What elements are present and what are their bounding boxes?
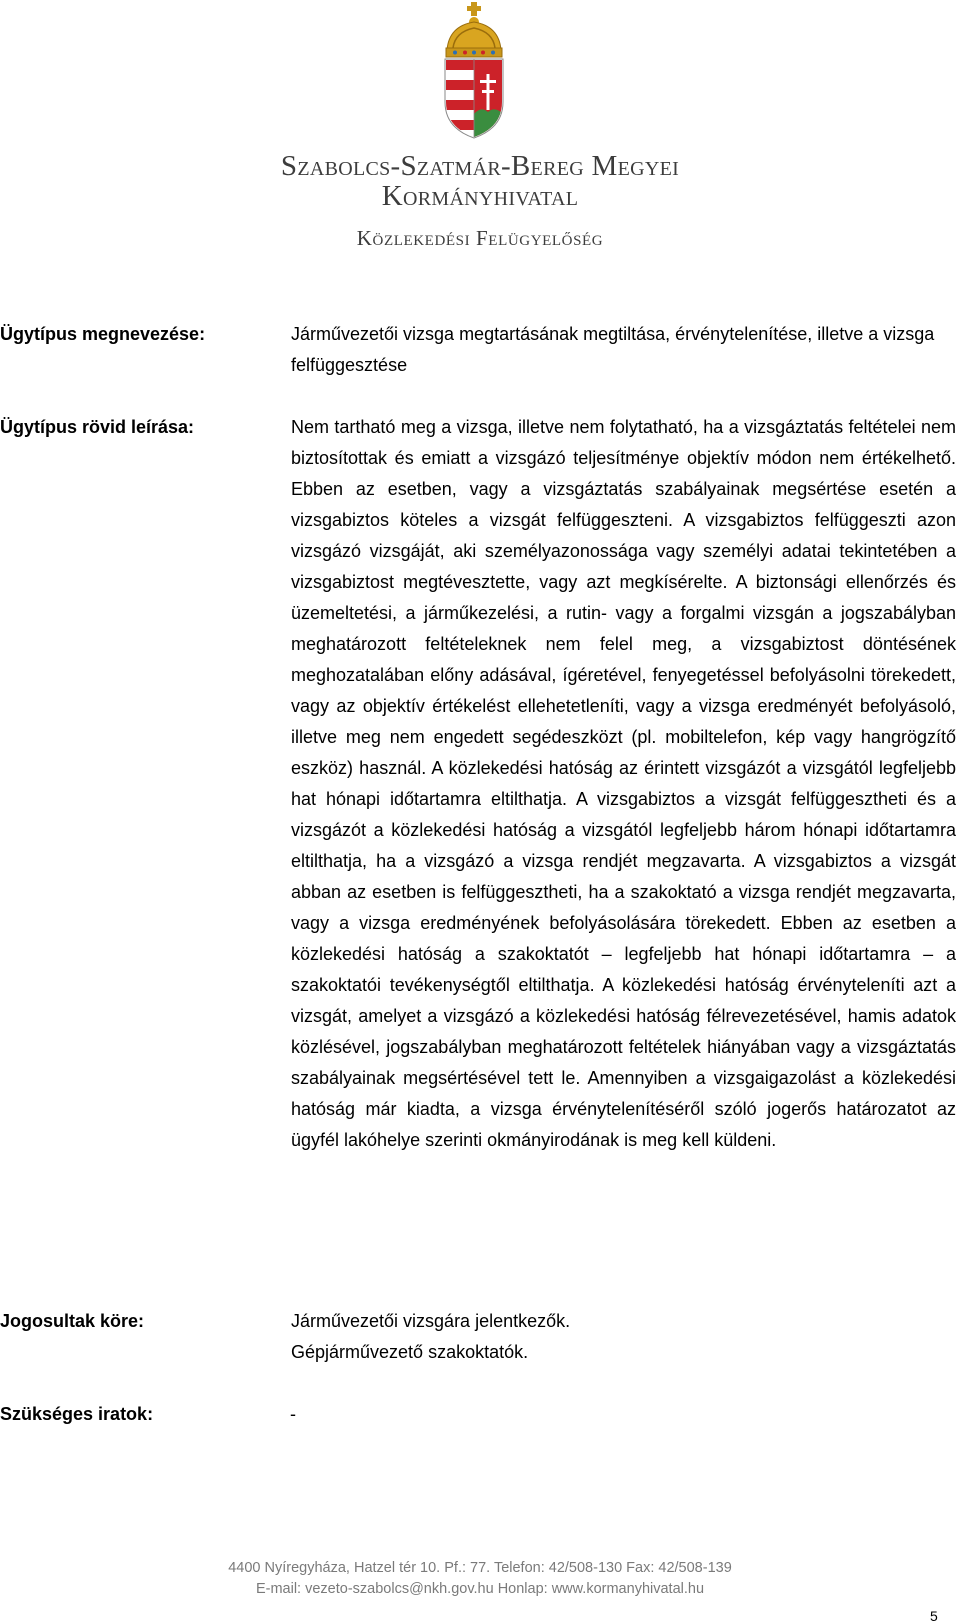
eligible-persons-line1: Járművezetői vizsgára jelentkezők. bbox=[291, 1311, 571, 1331]
type-name-label: Ügytípus megnevezése: bbox=[0, 324, 206, 344]
short-description-label: Ügytípus rövid leírása: bbox=[0, 417, 195, 437]
eligible-persons-label: Jogosultak köre: bbox=[0, 1311, 145, 1331]
type-name-value: Járművezetői vizsga megtartásának megtiltása, érvénytelenítése, illetve a vizsga felfüggesztése bbox=[291, 324, 935, 375]
shield-icon bbox=[443, 59, 504, 140]
required-documents-value: - bbox=[290, 1404, 296, 1424]
page-number: 5 bbox=[930, 1608, 938, 1624]
footer-contact: E-mail: vezeto-szabolcs@nkh.gov.hu Honlap: www.kormanyhivatal.hu bbox=[255, 1581, 705, 1597]
org-unit-name: Közlekedési Felügyelőség bbox=[356, 226, 604, 250]
org-name-line1: Szabolcs-Szatmár-Bereg Megyei bbox=[280, 150, 680, 182]
holy-crown-icon bbox=[446, 2, 502, 57]
required-documents-label: Szükséges iratok: bbox=[0, 1404, 154, 1424]
org-name-line2: Kormányhivatal bbox=[381, 180, 579, 212]
footer-address: 4400 Nyíregyháza, Hatzel tér 10. Pf.: 77. Telefon: 42/508-130 Fax: 42/508-139 bbox=[228, 1560, 732, 1576]
short-description-value: Nem tartható meg a vizsga, illetve nem folytatható, ha a vizsgáztatás feltételei nem biztosítottak és emiatt a vizsgázó teljesítménye objektív módon nem értékelhető. Ebben az esetben, vagy a vizsgáztatás szabályainak megsértése esetén a vizsgabiztos köteles a vizsgát felfüggeszteni. A vizsgabiztos felfüggeszti azon vizsgázó vizsgáját, aki személyazonossága vagy személyi adatai tekintetében a vizsgabiztost megtévesztette, vagy azt megkísérelte. A biztonsági ellenőrzés és üzemeltetési, a járműkezelési, a rutin- vagy a forgalmi vizsgán a jogszabályban meghatározott feltételeknek nem felel meg, a vizsgabiztost döntésének meghozatalában előny adásával, ígéretével, fenyegetéssel befolyásolni törekedett, vagy az objektív értékelést ellehetetleníti, vagy a vizsga eredményét befolyásoló, illetve meg nem engedett segédeszközt (pl. mobiltelefon, kép vagy hangrögzítő eszköz) használ. A közlekedési hatóság az érintett vizsgázót a vizsgától legfeljebb hat hónapi időtartamra eltilthatja. A vizsgabiztos a vizsgát felfüggesztheti és a vizsgázót a közlekedési hatóság a vizsgától legfeljebb három hónapi időtartamra eltilthatja, ha a vizsgázó a vizsga rendjét megzavarta. A vizsgabiztos a vizsgát abban az esetben is felfüggesztheti, ha a szakoktató a vizsga rendjét megzavarta, vagy a vizsga eredményének befolyásolására törekedett. Ebben az esetben a közlekedési hatóság a szakoktatót – legfeljebb hat hónapi időtartamra – a szakoktatói tevékenységtől eltilthatja. A közlekedési hatóság érvényteleníti azt a vizsgát, amelyet a vizsgázó a közlekedési hatóság félrevezetésével, hamis adatok közlésével, jogszabályban meghatározott feltételek hiányában vagy a vizsgáztatás szabályainak megsértésével tett le. Amennyiben a vizsgaigazolást a közlekedési hatóság már kiadta, a vizsga érvénytelenítéséről szóló jogerős határozatot az ügyfél lakóhelye szerinti okmányirodának is meg kell küldeni. bbox=[291, 417, 956, 1150]
eligible-persons-line2: Gépjárművezető szakoktatók. bbox=[291, 1342, 529, 1362]
coat-of-arms-logo bbox=[443, 2, 505, 140]
